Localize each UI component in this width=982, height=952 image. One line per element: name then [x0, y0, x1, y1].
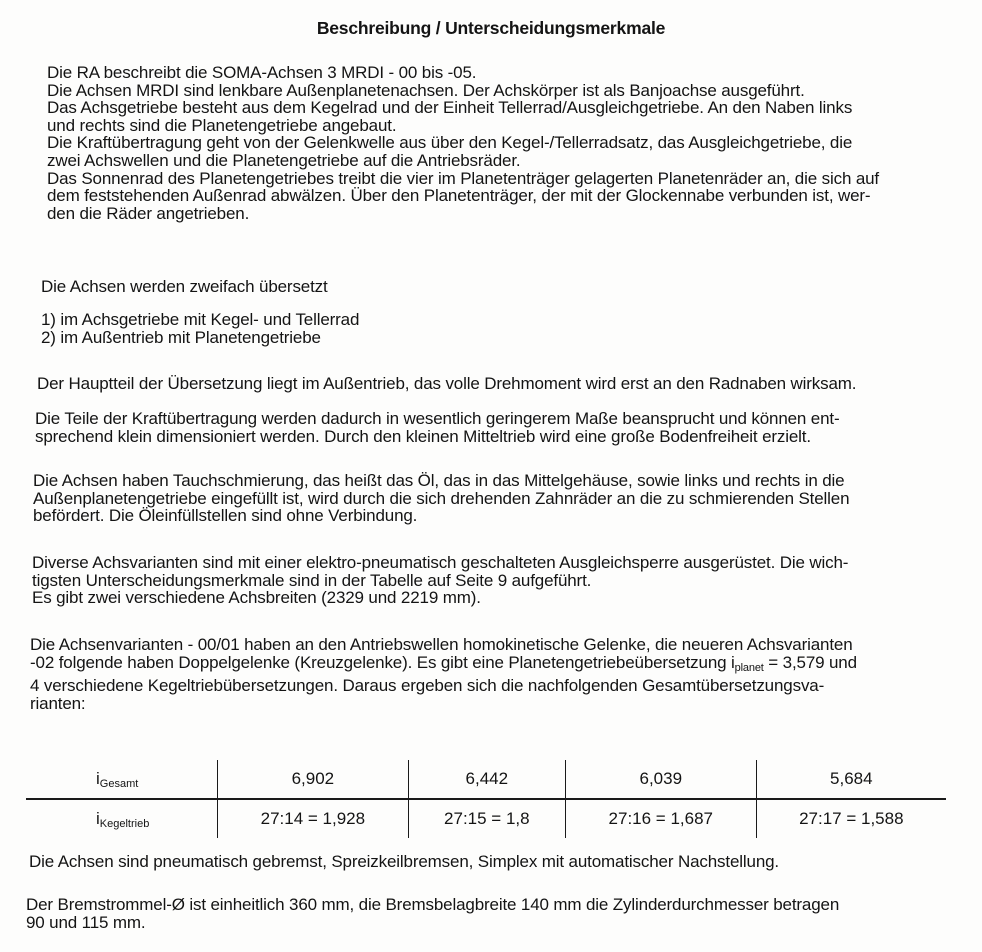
- drum-paragraph: [26, 896, 839, 931]
- joints-ratio-paragraph: [30, 636, 857, 712]
- component-load-paragraph: [35, 410, 840, 445]
- symbol: i: [96, 808, 100, 828]
- intro-paragraph: [47, 64, 879, 222]
- text-line: zwei Achswellen und die Planetengetriebe auf die Antriebsräder.: [47, 150, 521, 170]
- text-line: Die RA beschreibt die SOMA-Achsen 3 MRDI - 00 bis -05.: [47, 63, 477, 82]
- list-item: 1) im Achsgetriebe mit Kegel- und Tellerrad: [41, 310, 360, 329]
- text-line: 4 verschiedene Kegeltriebübersetzungen. Daraus ergeben sich die nachfolgenden Gesamtübersetzungsva-: [30, 676, 825, 696]
- main-translation-paragraph: [37, 375, 856, 393]
- text-line: [30, 654, 857, 678]
- table-row: [26, 760, 946, 799]
- text-line: den die Räder angetrieben.: [47, 203, 250, 223]
- text-line: dem feststehenden Außenrad abwälzen. Über den Planetenträger, der mit der Glockennabe verbunden ist, wer-: [47, 186, 871, 206]
- ratio-table: [26, 760, 946, 838]
- text-line: rianten:: [30, 693, 86, 713]
- lubrication-paragraph: [33, 472, 849, 525]
- text-line: Die Achsen werden zweifach übersetzt: [41, 277, 328, 296]
- text-line: und rechts sind die Planetengetriebe angebaut.: [47, 115, 397, 135]
- table-cell: 6,442: [408, 760, 565, 799]
- table-cell: 27:14 = 1,928: [218, 799, 409, 838]
- table-cell: 27:15 = 1,8: [408, 799, 565, 838]
- subscript: Kegeltrieb: [99, 817, 150, 830]
- row-label-kegeltrieb: [26, 799, 218, 838]
- subscript: Gesamt: [99, 777, 139, 790]
- table-cell: 6,039: [565, 760, 756, 799]
- text-line: Die Kraftübertragung geht von der Gelenkwelle aus über den Kegel-/Tellerradsatz, das Ausgleichgetriebe, die: [47, 133, 853, 153]
- symbol: i: [96, 768, 100, 788]
- text-fragment: -02 folgende haben Doppelgelenke (Kreuzgelenke). Es gibt eine Planetengetriebeübersetzung i: [30, 652, 735, 672]
- text-line: Das Sonnenrad des Planetengetriebes treibt die vier im Planetenträger gelagerten Planetenräder an, die sich auf: [47, 168, 879, 188]
- table-cell: 5,684: [756, 760, 946, 799]
- variants-paragraph: [32, 554, 848, 607]
- text-line: Der Bremstrommel-Ø ist einheitlich 360 mm, die Bremsbelagbreite 140 mm die Zylinderdurchmesser betragen: [26, 895, 840, 914]
- text-line: Die Achsenvarianten - 00/01 haben an den Antriebswellen homokinetische Gelenke, die neueren Achsvarianten: [30, 635, 853, 654]
- table-cell: 6,902: [218, 760, 409, 799]
- text-line: Der Hauptteil der Übersetzung liegt im Außentrieb, das volle Drehmoment wird erst an den Radnaben wirksam.: [37, 374, 857, 393]
- text-line: 90 und 115 mm.: [26, 912, 146, 932]
- table-cell: 27:17 = 1,588: [756, 799, 946, 838]
- text-line: tigsten Unterscheidungsmerkmale sind in der Tabelle auf Seite 9 aufgeführt.: [32, 570, 592, 590]
- text-line: Das Achsgetriebe besteht aus dem Kegelrad und der Einheit Tellerrad/Ausgleichgetriebe. An den Naben links: [47, 98, 853, 118]
- table-row: [26, 799, 946, 838]
- table-cell: 27:16 = 1,687: [565, 799, 756, 838]
- text-line: Die Achsen sind pneumatisch gebremst, Spreizkeilbremsen, Simplex mit automatischer Nachstellung.: [29, 852, 780, 871]
- translation-intro: [41, 278, 328, 296]
- list-item: 2) im Außentrieb mit Planetengetriebe: [41, 327, 321, 347]
- row-label-gesamt: [26, 760, 218, 799]
- translation-list: [41, 311, 359, 346]
- text-line: Die Teile der Kraftübertragung werden dadurch in wesentlich geringerem Maße beansprucht und können ent-: [35, 409, 840, 428]
- text-line: befördert. Die Öleinfüllstellen sind ohne Verbindung.: [33, 506, 418, 526]
- text-line: sprechend klein dimensioniert werden. Durch den kleinen Mitteltrieb wird eine große Bodenfreiheit erzielt.: [35, 426, 811, 446]
- text-line: Die Achsen haben Tauchschmierung, das heißt das Öl, das in das Mittelgehäuse, sowie links und rechts in die: [33, 471, 845, 490]
- text-fragment: = 3,579 und: [763, 652, 857, 672]
- brake-paragraph: [29, 853, 779, 871]
- subscript: planet: [734, 661, 764, 674]
- text-line: Diverse Achsvarianten sind mit einer elektro-pneumatisch geschalteten Ausgleichsperre ausgerüstet. Die wich-: [32, 553, 849, 572]
- text-line: Außenplanetengetriebe eingefüllt ist, wird durch die sich drehenden Zahnräder an die zu schmierenden Stellen: [33, 488, 850, 508]
- text-line: Es gibt zwei verschiedene Achsbreiten (2329 und 2219 mm).: [32, 588, 481, 608]
- page-title: Beschreibung / Unterscheidungsmerkmale: [316, 18, 666, 38]
- text-line: Die Achsen MRDI sind lenkbare Außenplanetenachsen. Der Achskörper ist als Banjoachse ausgeführt.: [47, 80, 805, 100]
